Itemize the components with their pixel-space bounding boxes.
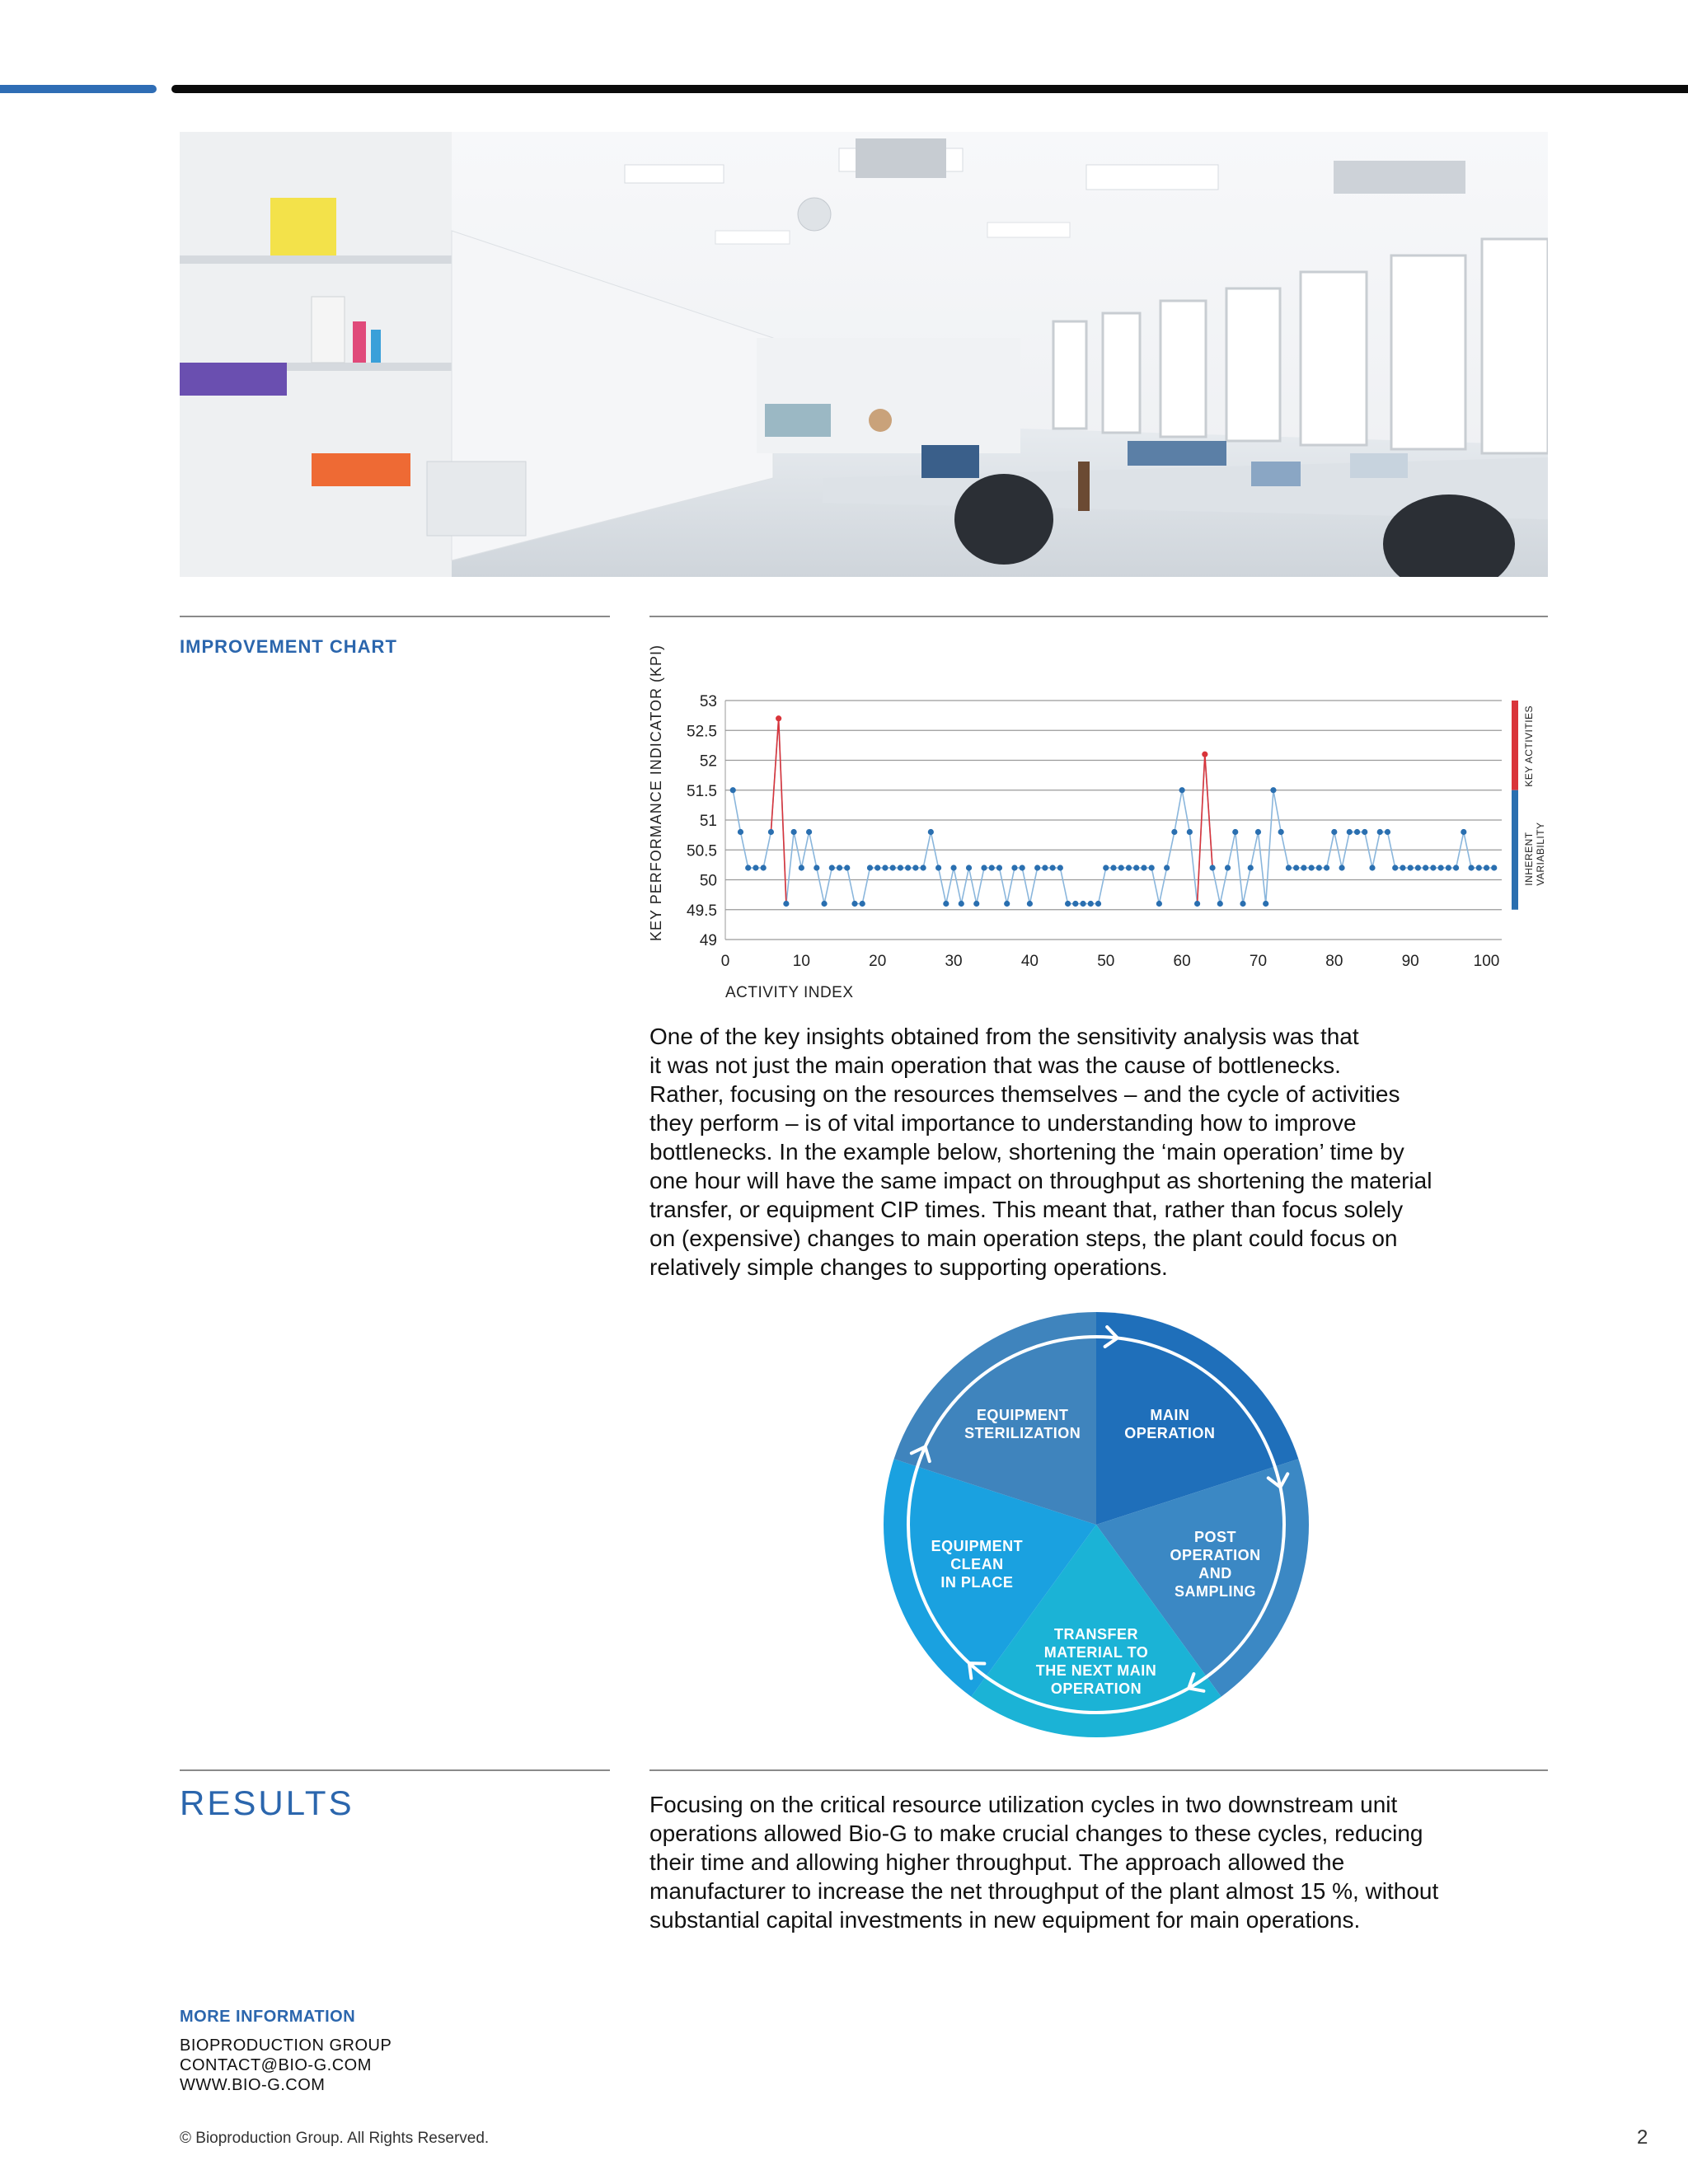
inherent-variability-band	[1512, 790, 1518, 910]
kpi-data-point	[745, 865, 751, 870]
kpi-data-point	[730, 787, 736, 793]
key-activities-band	[1512, 701, 1518, 790]
insight-paragraph	[649, 1022, 1556, 1282]
inherent-variability-label: VARIABILITY	[1535, 822, 1546, 886]
kpi-data-point	[1491, 865, 1497, 870]
kpi-data-point	[1088, 901, 1094, 907]
cycle-segment-label: OPERATION	[1170, 1546, 1261, 1563]
cycle-segment-label: MAIN	[1150, 1407, 1190, 1424]
kpi-data-point	[1011, 865, 1017, 870]
kpi-data-point	[844, 865, 850, 870]
kpi-data-point	[935, 865, 941, 870]
insight-paragraph-line: bottlenecks. In the example below, shortening the ‘main operation’ time by	[649, 1139, 1404, 1165]
kpi-data-point	[1042, 865, 1048, 870]
kpi-data-point	[1225, 865, 1231, 870]
x-tick-label: 30	[945, 953, 963, 970]
kpi-data-point	[950, 865, 956, 870]
kpi-data-point	[1179, 787, 1185, 793]
kpi-data-point	[1316, 865, 1322, 870]
kpi-data-point	[973, 901, 979, 907]
kpi-data-point	[966, 865, 972, 870]
cycle-segment-label: SAMPLING	[1175, 1582, 1257, 1600]
cycle-segment-label: CLEAN	[950, 1555, 1004, 1572]
resource-cycle-diagram	[882, 1310, 1311, 1739]
kpi-data-point	[799, 865, 804, 870]
insight-paragraph-line: one hour will have the same impact on throughput as shortening the material	[649, 1168, 1432, 1193]
header-rule	[171, 85, 1688, 93]
kpi-data-point	[981, 865, 987, 870]
kpi-data-point	[898, 865, 903, 870]
kpi-data-point	[959, 901, 964, 907]
cycle-segment-label: EQUIPMENT	[931, 1537, 1024, 1554]
x-tick-label: 20	[869, 953, 887, 970]
kpi-data-point	[1118, 865, 1124, 870]
kpi-data-point	[1263, 901, 1268, 907]
copyright-text: © Bioproduction Group. All Rights Reserved.	[180, 2130, 490, 2147]
insight-paragraph-line: it was not just the main operation that was the cause of bottlenecks.	[649, 1052, 1341, 1078]
kpi-data-point	[1133, 865, 1139, 870]
results-left-rule	[180, 1769, 610, 1771]
kpi-data-point	[1453, 865, 1459, 870]
cycle-segment-label: MATERIAL TO	[1043, 1644, 1149, 1661]
cycle-segment-label: THE NEXT MAIN	[1035, 1662, 1157, 1679]
x-tick-label: 70	[1249, 953, 1268, 970]
cycle-segment-label: TRANSFER	[1054, 1626, 1138, 1643]
kpi-data-point	[1103, 865, 1109, 870]
kpi-data-point	[1385, 829, 1390, 835]
kpi-data-point	[1248, 865, 1254, 870]
y-tick-label: 51	[699, 813, 717, 830]
insight-paragraph-line: they perform – is of vital importance to understanding how to improve	[649, 1110, 1357, 1136]
company-website[interactable]: WWW.BIO-G.COM	[180, 2076, 326, 2094]
kpi-data-point	[1080, 901, 1085, 907]
kpi-data-point	[783, 901, 789, 907]
kpi-data-point	[1164, 865, 1170, 870]
cycle-segment-label: STERILIZATION	[964, 1425, 1081, 1442]
x-tick-label: 80	[1325, 953, 1343, 970]
kpi-data-point	[1050, 865, 1056, 870]
kpi-data-point	[814, 865, 819, 870]
kpi-data-point	[928, 829, 934, 835]
kpi-data-point	[943, 901, 949, 907]
kpi-data-point	[921, 865, 926, 870]
kpi-series-line	[733, 719, 1494, 904]
kpi-data-point	[1476, 865, 1482, 870]
kpi-data-point	[851, 901, 857, 907]
x-tick-label: 0	[720, 953, 730, 970]
kpi-data-point	[989, 865, 995, 870]
kpi-data-point	[1240, 901, 1245, 907]
kpi-data-point	[1149, 865, 1155, 870]
kpi-data-point	[890, 865, 896, 870]
kpi-data-point	[1217, 901, 1223, 907]
y-tick-label: 52	[699, 752, 717, 771]
x-tick-label: 40	[1020, 953, 1039, 970]
kpi-data-point	[791, 829, 797, 835]
kpi-data-point	[1156, 901, 1162, 907]
kpi-data-point	[753, 865, 758, 870]
header-accent-bar	[0, 85, 157, 93]
results-paragraph-line: substantial capital investments in new equipment for main operations.	[649, 1907, 1361, 1933]
right-column-rule	[649, 616, 1548, 617]
kpi-data-point	[1255, 829, 1261, 835]
cycle-segment-label: EQUIPMENT	[976, 1407, 1069, 1424]
x-tick-label: 10	[792, 953, 810, 970]
kpi-data-point	[1278, 829, 1284, 835]
results-heading: RESULTS	[180, 1783, 354, 1822]
kpi-data-point	[1438, 865, 1444, 870]
kpi-key-activity-point	[1202, 752, 1207, 757]
results-paragraph-line: their time and allowing higher throughput. The approach allowed the	[649, 1849, 1345, 1875]
cycle-segment-label: AND	[1198, 1564, 1232, 1582]
kpi-data-point	[1126, 865, 1132, 870]
kpi-data-point	[761, 865, 767, 870]
kpi-data-point	[1187, 829, 1193, 835]
kpi-data-point	[1484, 865, 1489, 870]
kpi-data-point	[1354, 829, 1360, 835]
kpi-data-point	[1324, 865, 1329, 870]
more-information-label: MORE INFORMATION	[180, 2008, 356, 2026]
laboratory-photo	[180, 132, 1548, 577]
kpi-data-point	[1270, 787, 1276, 793]
y-axis-label: KEY PERFORMANCE INDICATOR (KPI)	[648, 644, 664, 941]
kpi-data-point	[1339, 865, 1344, 870]
kpi-data-point	[806, 829, 812, 835]
kpi-data-point	[1072, 901, 1078, 907]
kpi-key-activity-segment	[771, 719, 785, 904]
kpi-data-point	[867, 865, 873, 870]
kpi-data-point	[1034, 865, 1040, 870]
page-number: 2	[1637, 2126, 1648, 2149]
cycle-segment-label: IN PLACE	[940, 1573, 1014, 1591]
kpi-data-point	[837, 865, 842, 870]
kpi-data-point	[874, 865, 880, 870]
inherent-variability-label: INHERENT	[1523, 832, 1535, 886]
kpi-data-point	[860, 901, 865, 907]
kpi-data-point	[1362, 829, 1367, 835]
key-activities-label: KEY ACTIVITIES	[1523, 705, 1535, 787]
kpi-data-point	[1286, 865, 1292, 870]
improvement-chart-label: IMPROVEMENT CHART	[180, 636, 397, 657]
results-paragraph-line: operations allowed Bio-G to make crucial changes to these cycles, reducing	[649, 1821, 1423, 1846]
kpi-key-activity-point	[776, 715, 781, 721]
kpi-data-point	[1293, 865, 1299, 870]
kpi-data-point	[738, 829, 743, 835]
contact-block	[180, 2036, 392, 2095]
kpi-data-point	[1468, 865, 1474, 870]
kpi-data-point	[768, 829, 774, 835]
cycle-segment-label: POST	[1194, 1528, 1237, 1545]
kpi-data-point	[1004, 901, 1010, 907]
insight-paragraph-line: on (expensive) changes to main operation steps, the plant could focus on	[649, 1226, 1398, 1251]
results-paragraph	[649, 1790, 1556, 1934]
x-tick-label: 100	[1473, 953, 1500, 970]
kpi-data-point	[1369, 865, 1375, 870]
kpi-data-point	[1065, 901, 1071, 907]
insight-paragraph-line: Rather, focusing on the resources themselves – and the cycle of activities	[649, 1081, 1400, 1107]
insight-paragraph-line: One of the key insights obtained from the sensitivity analysis was that	[649, 1024, 1359, 1049]
kpi-data-point	[1020, 865, 1025, 870]
y-tick-label: 49.5	[687, 902, 717, 920]
kpi-data-point	[1446, 865, 1451, 870]
kpi-data-point	[1392, 865, 1398, 870]
kpi-data-point	[1171, 829, 1177, 835]
kpi-data-point	[1301, 865, 1306, 870]
results-right-rule	[649, 1769, 1548, 1771]
kpi-data-point	[829, 865, 835, 870]
y-tick-label: 53	[699, 693, 717, 710]
results-paragraph-line: manufacturer to increase the net throughput of the plant almost 15 %, without	[649, 1878, 1439, 1904]
y-tick-label: 50	[699, 872, 717, 890]
kpi-data-point	[1400, 865, 1405, 870]
x-tick-label: 60	[1173, 953, 1191, 970]
kpi-key-activity-segment	[1198, 754, 1212, 903]
y-tick-label: 51.5	[687, 782, 717, 800]
kpi-data-point	[1461, 829, 1466, 835]
kpi-data-point	[1194, 901, 1200, 907]
kpi-chart-svg	[643, 628, 1566, 1015]
y-tick-label: 52.5	[687, 723, 717, 741]
x-tick-label: 50	[1097, 953, 1115, 970]
kpi-data-point	[1027, 901, 1033, 907]
kpi-data-point	[1331, 829, 1337, 835]
cycle-segment-label: OPERATION	[1124, 1425, 1216, 1442]
y-tick-label: 49	[699, 932, 717, 949]
kpi-data-point	[996, 865, 1002, 870]
kpi-data-point	[1430, 865, 1436, 870]
y-tick-label: 50.5	[687, 842, 717, 860]
improvement-chart	[643, 628, 1566, 1015]
contact-email[interactable]: CONTACT@BIO-G.COM	[180, 2056, 372, 2074]
left-column-rule	[180, 616, 610, 617]
kpi-data-point	[1095, 901, 1101, 907]
kpi-data-point	[1309, 865, 1315, 870]
kpi-data-point	[912, 865, 918, 870]
x-axis-label: ACTIVITY INDEX	[725, 984, 854, 1001]
kpi-data-point	[882, 865, 888, 870]
kpi-data-point	[1209, 865, 1215, 870]
results-paragraph-line: Focusing on the critical resource utilization cycles in two downstream unit	[649, 1792, 1398, 1817]
kpi-data-point	[1347, 829, 1353, 835]
insight-paragraph-line: transfer, or equipment CIP times. This meant that, rather than focus solely	[649, 1197, 1404, 1222]
insight-paragraph-line: relatively simple changes to supporting operations.	[649, 1254, 1168, 1280]
kpi-data-point	[1110, 865, 1116, 870]
kpi-data-point	[1408, 865, 1414, 870]
company-name: BIOPRODUCTION GROUP	[180, 2036, 392, 2055]
kpi-data-point	[1141, 865, 1146, 870]
kpi-data-point	[1423, 865, 1428, 870]
kpi-data-point	[1415, 865, 1421, 870]
kpi-data-point	[1057, 865, 1063, 870]
x-tick-label: 90	[1401, 953, 1419, 970]
kpi-data-point	[1377, 829, 1383, 835]
kpi-data-point	[821, 901, 827, 907]
kpi-data-point	[905, 865, 911, 870]
cycle-segment-label: OPERATION	[1050, 1680, 1142, 1697]
kpi-data-point	[1232, 829, 1238, 835]
